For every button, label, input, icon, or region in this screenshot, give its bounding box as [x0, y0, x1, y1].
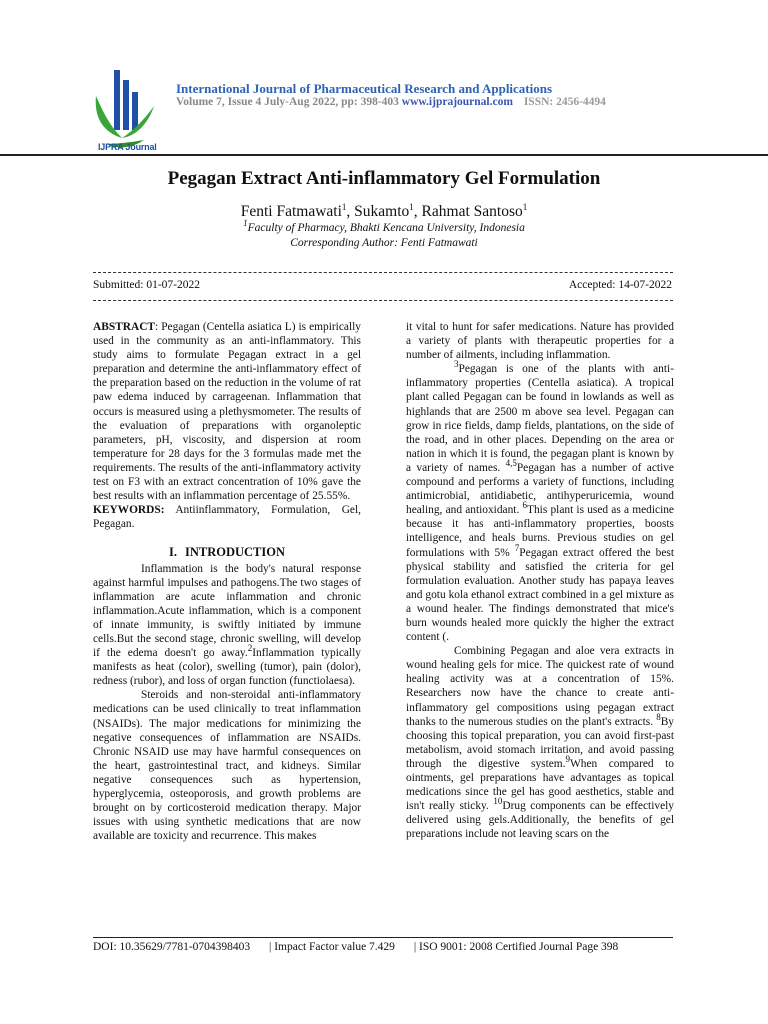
author-affiliation-mark: 1	[522, 201, 528, 212]
citation-mark: 7	[514, 542, 520, 553]
citation-mark: 4,5	[505, 458, 517, 469]
accepted-date: Accepted: 14-07-2022	[568, 279, 672, 291]
abstract-label: ABSTRACT	[93, 321, 156, 333]
logo-bar	[123, 80, 129, 130]
body-paragraph: Steroids and non-steroidal anti-inflammatory medications can be used clinically to treat inflammation (NSAIDs). The major medications for minimizing the negative consequences of inflammation are NSAIDs. Chronic NSAID use may have harmful consequences on the heart, gastrointestinal tract, and kidneys. Similar negative consequences such as hypertension, hyperglycemia, osteoporosis, and growth problems are brought on by corticosteroid medication therapy. Major issues with using synthetic medications that are now available are toxicity and recurrence. This makes	[93, 689, 361, 843]
affiliation-mark: 1	[243, 218, 248, 229]
author-name: Rahmat Santoso	[421, 203, 523, 220]
keywords-paragraph	[93, 503, 361, 531]
body-text: Pegagan extract offered the best physical stability and satisfied the criteria for gel formulation evaluation. Another study has papaya leaves and gotu kola ethanol extract combined in a gel mixture as a wound healer. The findings demonstrated that mice's burn wounds healed more quickly the higher the extract content (.	[406, 546, 674, 644]
body-text: Pegagan is one of the plants with anti-inflammatory properties (Centella asiatica). A tropical plant called Pegagan can be found in lowlands as well as highlands that are 2500 m above sea level. Pegagan can grow in rice fields, damp fields, plantations, on the side of the road, and in other places. Depending on the area or nation in which it is found, the pegagan plant is known by a variety of names.	[406, 363, 674, 474]
citation-mark: 10	[493, 796, 503, 807]
body-paragraph: it vital to hunt for safer medications. Nature has provided a variety of plants with therapeutic properties for a number of ailments, including inflammation.	[406, 321, 674, 362]
author-name: Fenti Fatmawati	[240, 203, 342, 220]
journal-name: International Journal of Pharmaceutical Research and Applications	[176, 81, 553, 96]
keywords-label: KEYWORDS:	[93, 504, 165, 517]
left-column	[93, 320, 361, 843]
right-column	[406, 320, 674, 841]
dashed-divider	[93, 300, 673, 301]
page-footer	[93, 941, 673, 953]
logo-caption: IJPRA Journal	[98, 142, 157, 152]
body-text: When compared to ointments, gel preparations have advantages as topical medications since the gel has good aesthetics, stable and isn't really sticky.	[406, 757, 674, 813]
body-text: Pegagan has a number of active compound and performs a variety of functions, including antimicrobial, antidiabetic, antihyperuricemia, wound healing, and antioxidant.	[406, 461, 674, 517]
paper-title: Pegagan Extract Anti-inflammatory Gel Formulation	[167, 168, 601, 189]
author-affiliation-mark: 1	[341, 201, 347, 212]
volume-info: Volume 7, Issue 4 July-Aug 2022, pp: 398-403	[176, 96, 399, 108]
body-text: By choosing this topical preparation, you can avoid first-past metabolism, avoid stomach irritation, and avoid passing through the digestive system.	[406, 715, 674, 770]
author-name: Sukamto	[354, 203, 410, 220]
body-text: This plant is used as a medicine because it has anti-inflammatory properties, boosts intelligence, and heals burns. Previous studies on gel formulations with 5%	[406, 504, 674, 559]
body-text: Inflammation typically manifests as heat (color), swelling (tumor), pain (dolor), redness (rubor), and loss of organ function (functiolaesa).	[93, 647, 361, 688]
logo-bar	[132, 92, 138, 130]
iso-certification: | ISO 9001: 2008 Certified Journal Page 398	[413, 941, 619, 953]
section-heading	[93, 545, 361, 559]
logo-bar	[114, 70, 120, 130]
journal-website-link[interactable]: www.ijprajournal.com	[401, 96, 513, 108]
body-paragraph	[406, 644, 674, 841]
corresponding-author: Corresponding Author: Fenti Fatmawati	[290, 237, 478, 249]
dashed-divider	[93, 272, 673, 273]
body-paragraph	[93, 562, 361, 689]
abstract-paragraph	[93, 320, 361, 503]
issn: ISSN: 2456-4494	[523, 96, 606, 108]
affiliation-text: Faculty of Pharmacy, Bhakti Kencana University, Indonesia	[247, 222, 525, 234]
affiliation	[0, 218, 768, 234]
doi-link[interactable]: DOI: 10.35629/7781-0704398403	[93, 941, 251, 953]
footer-divider	[93, 937, 673, 938]
citation-mark: 2	[247, 643, 253, 654]
body-text: Drug components can be effectively delivered using gels.Additionally, the benefits of gel preparations include not leaving scars on the	[406, 800, 674, 841]
author-list: Fenti Fatmawati$^1$, Sukamto$^1$, Rahmat Santoso$^1$	[240, 201, 528, 220]
section-title: INTRODUCTION	[184, 545, 285, 560]
impact-factor: | Impact Factor value 7.429	[269, 941, 395, 953]
citation-mark: 9	[565, 754, 570, 765]
header-divider	[0, 154, 768, 156]
citation-mark: 6	[522, 500, 528, 511]
body-text: Combining Pegagan and aloe vera extracts in wound healing gels for mice. The quickest rate of wound healing activity was at a concentration of 15%. Researchers now have the chance to create anti-inflammatory gel compositions using pegagan extract thanks to the numerous studies on the plant's extracts.	[406, 645, 674, 728]
section-number: I.	[168, 545, 177, 560]
submitted-date: Submitted: 01-07-2022	[93, 279, 201, 291]
citation-mark: 3	[454, 359, 459, 370]
journal-volume-line	[176, 96, 606, 108]
abstract-text: : Pegagan (Centella asiatica L) is empirically used in the community as an anti-inflammatory. This study aims to formulate Pegagan extract in a gel preparation and determine the anti-inflammatory effect of the preparation based on the reduction in the volume of rat paw edema induced by carrageenan. Inflammation that occurs is measured using a plethysmometer. The results of the evaluation of preparations with organoleptic parameters, pH, viscosity, and dispersion at room temperature for 28 days for the 3 formulas made met the requirements. The results of the anti-inflammatory activity test on F3 with an extract concentration of 10% gave the best results with an inflammation percentage of 25.55%.	[93, 321, 361, 503]
citation-mark: 8	[656, 711, 661, 722]
keywords-text: Antiinflammatory, Formulation, Gel, Pegagan.	[93, 504, 361, 531]
body-paragraph	[406, 359, 674, 644]
author-affiliation-mark: 1	[409, 201, 414, 212]
body-text: Inflammation is the body's natural response against harmful impulses and pathogens.The two stages of inflammation are acute inflammation and chronic inflammation.Acute inflammation, which is a component of innate immunity, is swiftly initiated by immune cells.But the second stage, chronic swelling, will develop if the edema doesn't go away.	[93, 562, 361, 660]
